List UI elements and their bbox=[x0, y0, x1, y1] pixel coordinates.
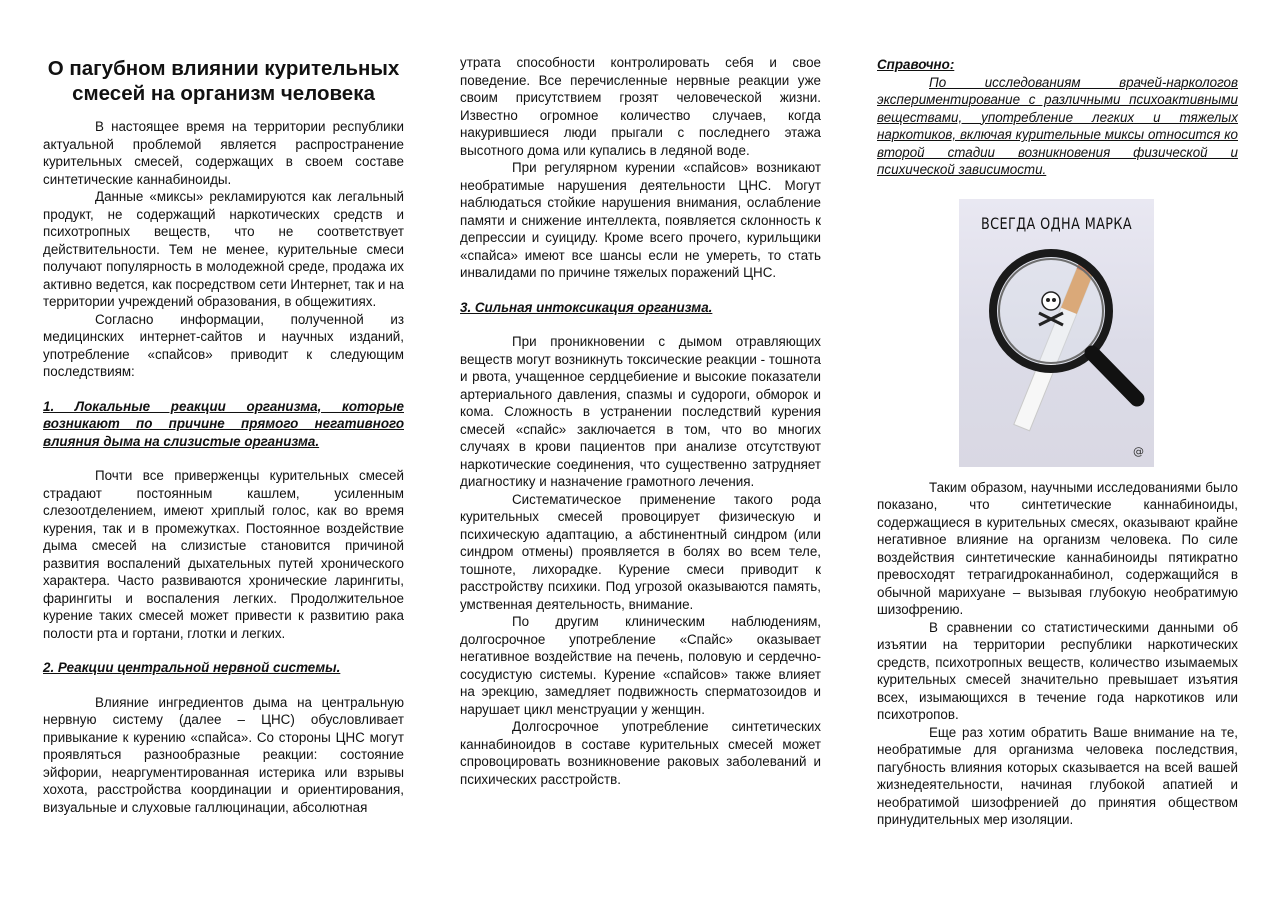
paragraph: По другим клиническим наблюдениям, долгосрочное употребление «Спайс» оказывает негативное воздействие на печень, половую и сердечно-сосудистую системы. Курение «спайсов» также влияет на эрекцию, замедляет подвижность сперматозоидов и нарушает цикл менструации у женщин. bbox=[460, 614, 821, 717]
section-heading-3: 3. Сильная интоксикация организма. bbox=[460, 299, 713, 315]
column-2 bbox=[460, 54, 821, 788]
paragraph: Согласно информации, полученной из медицинских интернет-сайтов и научных изданий, употребление «спайсов» приводит к следующим последствиям: bbox=[43, 311, 404, 379]
page-title: О пагубном влиянии курительных смесей на организм человека bbox=[47, 57, 400, 105]
reference-title: Справочно: bbox=[877, 57, 955, 72]
column-3 bbox=[877, 56, 1238, 829]
magnifier-icon bbox=[959, 199, 1154, 467]
paragraph: Влияние ингредиентов дыма на центральную нервную систему (далее – ЦНС) обусловливает привыкание к курению «спайса». Со стороны ЦНС могут проявляться разнообразные реакции: состояние эйфории, неаргументированная истерика или взрывы хохота, расстройства координации и ориентирования, визуальные и слуховые галлюцинации, абсолютная bbox=[43, 694, 404, 815]
paragraph: При проникновении с дымом отравляющих веществ могут возникнуть токсические реакции - тошнота и рвота, учащенное сердцебиение и высокие показатели артериального давления, спазмы и судороги, обморок и кома. Сложность в устранении последствий курения смесей «спайс» заключается в том, что во многих случаях в крови пациентов при анализе отсутствуют наркотические соединения, что существенно затрудняет диагностику и назначение грамотного лечения. bbox=[460, 334, 821, 489]
paragraph: Почти все приверженцы курительных смесей страдают постоянным кашлем, усиленным слезоотделением, имеют хриплый голос, как во время курения, так и в промежутках. Постоянное воздействие дыма смесей на слизистые становится причиной развития воспалений дыхательных путей хронического характера. Часто развиваются хронические ларингиты, фарингиты и воспаления легких. Продолжительное курение таких смесей может привести к развитию рака полости рта и гортани, глотки и легких. bbox=[43, 468, 404, 641]
paragraph: утрата способности контролировать себя и свое поведение. Все перечисленные нервные реакции уже своим присутствием грозят человеческой жизни. Известно огромное количество случаев, когда накурившиеся люди прыгали с последнего этажа высотного дома или купались в ледяной воде. bbox=[460, 55, 821, 158]
reference-text: По исследованиям врачей-наркологов экспериментирование с различными психоактивными веществами, употребление легких и тяжелых наркотиков, включая курительные миксы относится ко второй стадии возникновения физической и психической зависимости. bbox=[877, 74, 1238, 177]
paragraph: Долгосрочное употребление синтетических каннабиноидов в составе курительных смесей может спровоцировать возникновение раковых заболеваний и психических расстройств. bbox=[460, 719, 821, 787]
paragraph: Систематическое применение такого рода курительных смесей провоцирует физическую и психическую адаптацию, а абстинентный синдром (или синдром отмены) проявляется в болях во всем теле, тошноте, лихорадке. Курение смеси приводит к расстройству психики. Под угрозой оказываются память, умственная деятельность, внимание. bbox=[460, 491, 821, 612]
section-heading-1: 1. Локальные реакции организма, которые возникают по причине прямого негативного влияния дыма на слизистые организма. bbox=[43, 398, 404, 449]
paragraph: В настоящее время на территории республики актуальной проблемой является распространение курительных смесей, содержащих в своем составе синтетические каннабиноиды. bbox=[43, 119, 404, 187]
paragraph: В сравнении со статистическими данными об изъятии на территории республики наркотических средств, психотропных веществ, количество изымаемых курительных смесей значительно превышает изъятия всех, изымающихся в течение года наркотиков или психотропов. bbox=[877, 619, 1238, 722]
paragraph: При регулярном курении «спайсов» возникают необратимые нарушения деятельности ЦНС. Могут наблюдаться стойкие нарушения внимания, ослабление памяти и снижение интеллекта, появляется склонность к депрессии и суициду. Кроме всего прочего, курильщики «спайса» имеют все шансы если не умереть, то стать инвалидами по причине тяжелых поражений ЦНС. bbox=[460, 160, 821, 280]
column-1 bbox=[43, 56, 404, 816]
paragraph: Данные «миксы» рекламируются как легальный продукт, не содержащий наркотических средств и психотропных веществ, что не соответствует действительности. Тем не менее, курительные смеси получают популярность в молодежной среде, продажа их активно ведется, как посредством сети Интернет, так и на территории учреждений образования, в общежитиях. bbox=[43, 189, 404, 309]
svg-text:@: @ bbox=[1133, 444, 1144, 458]
paragraph: Таким образом, научными исследованиями было показано, что синтетические каннабиноиды, содержащиеся в курительных смесях, оказывают крайне негативное влияние на организм человека. По силе воздействия синтетические каннабиноиды пятикратно превосходят тетрагидроканнабинол, содержащийся в обычной марихуане – вызывая глубокую необратимую шизофрению. bbox=[877, 479, 1238, 617]
section-heading-2: 2. Реакции центральной нервной системы. bbox=[43, 660, 341, 675]
magnifier-cigarette-illustration bbox=[959, 199, 1154, 467]
figure-caption: ВСЕГДА ОДНА МАРКА bbox=[980, 213, 1133, 233]
paragraph: Еще раз хотим обратить Ваше внимание на те, необратимые для организма человека последствия, пагубность влияния которых сказывается на всей вашей жизнедеятельности, начиная глубокой апатией и необратимой шизофренией до принятия обществом принудительных мер изоляции. bbox=[877, 724, 1238, 827]
